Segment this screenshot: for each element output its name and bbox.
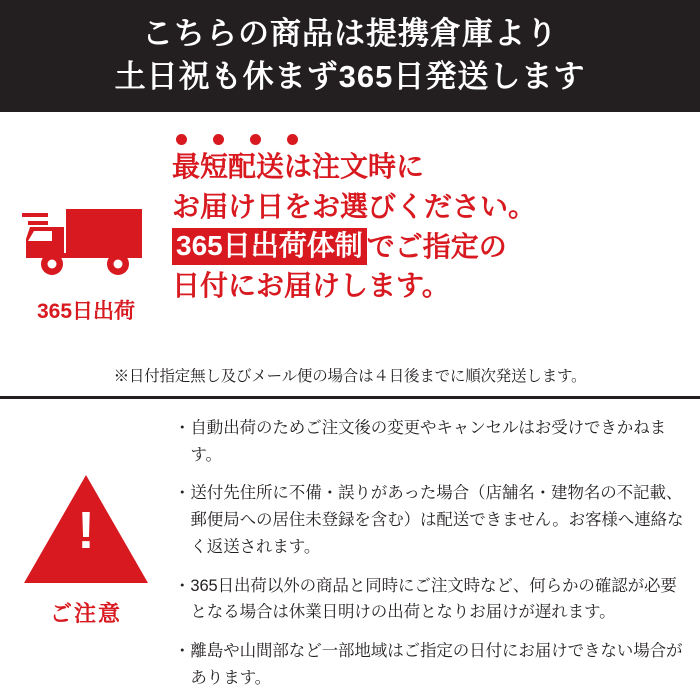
- message-line-1: 最短配送は注文時に: [172, 151, 425, 182]
- exclamation-mark: !: [77, 502, 95, 560]
- message-line-2: お届け日をお選びください。: [172, 190, 537, 222]
- caution-section: [0, 399, 700, 700]
- message-column: [172, 112, 700, 396]
- caution-notes-list: [172, 413, 700, 700]
- message-line-4: 日付にお届けします。: [172, 270, 450, 302]
- truck-column: [0, 112, 172, 396]
- message-line-3: [172, 227, 686, 267]
- note-text: 送付先住所に不備・誤りがあった場合（店舗名・建物名の不記載、郵便局への居住未登録を含む）は配送できません。お客様へ連絡なく返送されます。: [190, 484, 684, 556]
- bullet-icon: ・: [174, 576, 191, 595]
- middle-note: ※日付指定無し及びメール便の場合は４日後までに順次発送します。: [113, 368, 587, 385]
- warning-triangle-icon: [24, 475, 148, 583]
- bullet-icon: ・: [174, 419, 191, 437]
- dot-3: [250, 134, 261, 145]
- decorative-dots: [176, 134, 686, 145]
- note-text: 365日出荷以外の商品と同時にご注文時など、何らかの確認が必要となる場合は休業日明けの出荷となりお届けが遅れます。: [190, 576, 677, 622]
- dot-1: [176, 134, 187, 145]
- middle-note-row: [0, 364, 700, 386]
- dot-4: [287, 134, 298, 145]
- note-text: 自動出荷のためご注文後の変更やキャンセルはお受けできかねます。: [190, 419, 667, 464]
- dot-2: [213, 134, 224, 145]
- header-line-1: こちらの商品は提携倉庫より: [142, 16, 558, 52]
- highlight-365-shipping: 365日出荷体制: [172, 228, 367, 265]
- list-item: [174, 638, 684, 691]
- note-text: 離島や山間部など一部地域はご指定の日付にお届けできない場合があります。: [190, 642, 683, 687]
- delivery-truck-icon: [22, 193, 150, 285]
- delivery-message-section: [0, 112, 700, 399]
- truck-label: 365日出荷: [36, 300, 136, 323]
- banner-header: [0, 0, 700, 112]
- list-item: [174, 573, 684, 626]
- header-line-2: 土日祝も休まず365日発送します: [114, 59, 586, 94]
- list-item: [174, 415, 684, 468]
- caution-column: [0, 413, 172, 700]
- caution-label: ご注意: [49, 601, 122, 626]
- bullet-icon: ・: [174, 484, 191, 503]
- bullet-icon: ・: [174, 642, 191, 661]
- message-line-3-rest: でご指定の: [366, 230, 507, 262]
- list-item: [174, 480, 684, 560]
